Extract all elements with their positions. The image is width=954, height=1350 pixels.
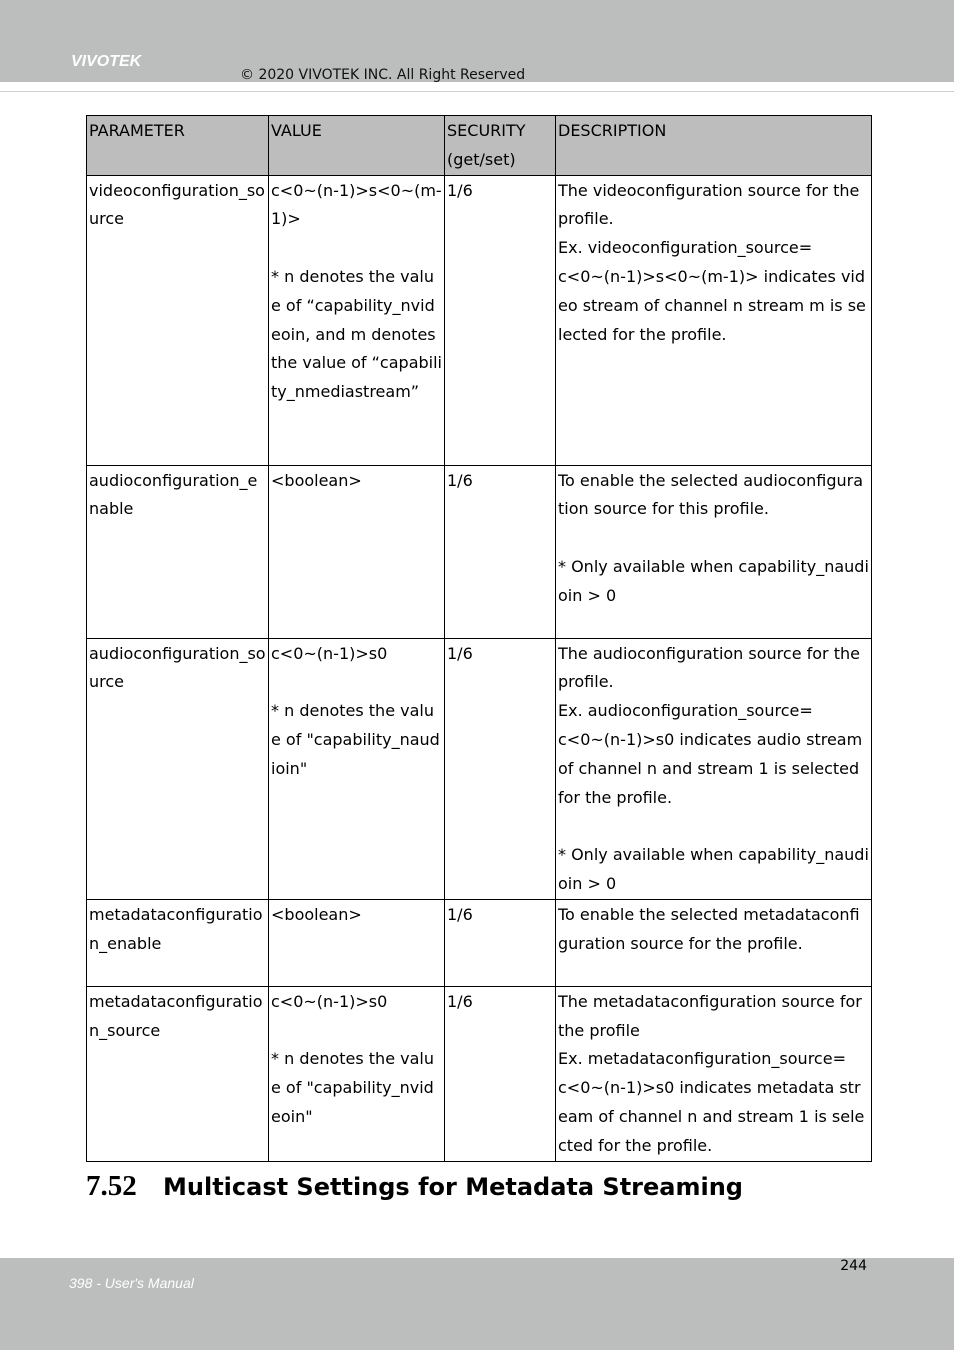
table-row [87,465,872,638]
cell-value: c<0~(n-1)>s0 * n denotes the value of "capability_naudioin" [269,638,445,899]
cell-description: To enable the selected metadataconfiguration source for the profile. [556,899,872,986]
table-row [87,899,872,986]
page-footer [0,1258,954,1350]
cell-value: <boolean> [269,465,445,638]
cell-parameter: audioconfiguration_enable [87,465,269,638]
table-row [87,986,872,1161]
cell-description: The videoconfiguration source for the profile. Ex. videoconfiguration_source= c<0~(n-1)>s<0~(m-1)> indicates video stream of channel n stream m is selected for the profile. [556,175,872,465]
cell-value: <boolean> [269,899,445,986]
cell-value: c<0~(n-1)>s0 * n denotes the value of "capability_nvideoin" [269,986,445,1161]
section-title: Multicast Settings for Metadata Streaming [163,1173,743,1201]
cell-security: 1/6 [445,175,556,465]
cell-security: 1/6 [445,899,556,986]
parameter-table [86,115,872,1162]
section-number: 7.52 [86,1170,137,1202]
column-header-value: VALUE [269,116,445,176]
cell-security: 1/6 [445,986,556,1161]
column-header-security: SECURITY (get/set) [445,116,556,176]
cell-description: The audioconfiguration source for the profile. Ex. audioconfiguration_source= c<0~(n-1)>s0 indicates audio stream of channel n and stream 1 is selected for the profile. * Only available when capability_naudioin > 0 [556,638,872,899]
cell-parameter: metadataconfiguration_source [87,986,269,1161]
copyright-notice: © 2020 VIVOTEK INC. All Right Reserved [240,67,526,83]
manual-page-label: 398 - User's Manual [69,1275,194,1291]
cell-description: To enable the selected audioconfiguration source for this profile. * Only available when capability_naudioin > 0 [556,465,872,638]
cell-security: 1/6 [445,465,556,638]
column-header-parameter: PARAMETER [87,116,269,176]
page-number: 244 [840,1258,867,1274]
table-row [87,638,872,899]
header-divider [0,91,954,92]
cell-parameter: audioconfiguration_source [87,638,269,899]
column-header-description: DESCRIPTION [556,116,872,176]
cell-security: 1/6 [445,638,556,899]
cell-parameter: metadataconfiguration_enable [87,899,269,986]
cell-parameter: videoconfiguration_source [87,175,269,465]
cell-value: c<0~(n-1)>s<0~(m-1)> * n denotes the value of “capability_nvideoin, and m denotes the value of “capability_nmediastream” [269,175,445,465]
table-header-row [87,116,872,176]
section-heading [86,1170,743,1203]
cell-description: The metadataconfiguration source for the profile Ex. metadataconfiguration_source= c<0~(n-1)>s0 indicates metadata stream of channel n and stream 1 is selected for the profile. [556,986,872,1161]
table-row [87,175,872,465]
brand-logo: VIVOTEK [71,53,142,70]
